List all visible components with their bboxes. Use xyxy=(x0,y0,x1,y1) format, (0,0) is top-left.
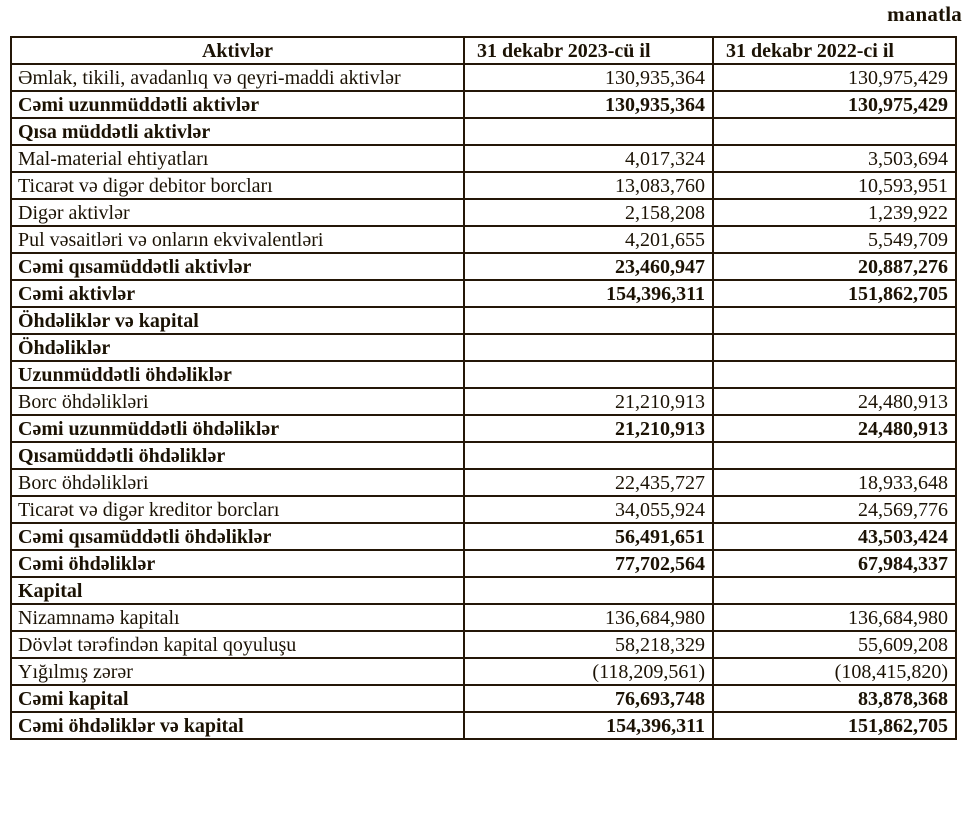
header-row xyxy=(11,37,956,64)
table-row xyxy=(11,604,956,631)
table-row xyxy=(11,361,956,388)
table-row xyxy=(11,442,956,469)
value-2023-cell: 154,396,311 xyxy=(464,280,713,307)
table-row xyxy=(11,550,956,577)
row-label-cell: Ticarət və digər kreditor borcları xyxy=(11,496,464,523)
table-row xyxy=(11,64,956,91)
value-2022-cell: 151,862,705 xyxy=(713,280,956,307)
value-2022-cell: 130,975,429 xyxy=(713,91,956,118)
value-2023-cell xyxy=(464,577,713,604)
value-2022-cell xyxy=(713,361,956,388)
row-label-cell: Qısa müddətli aktivlər xyxy=(11,118,464,145)
header-2023-column: 31 dekabr 2023-cü il xyxy=(464,37,713,64)
value-2023-cell: 2,158,208 xyxy=(464,199,713,226)
value-2022-cell: 130,975,429 xyxy=(713,64,956,91)
table-body xyxy=(11,64,956,739)
row-label-cell: Cəmi öhdəliklər xyxy=(11,550,464,577)
row-label-cell: Əmlak, tikili, avadanlıq və qeyri-maddi aktivlər xyxy=(11,64,464,91)
table-row xyxy=(11,226,956,253)
row-label-cell: Kapital xyxy=(11,577,464,604)
value-2023-cell xyxy=(464,334,713,361)
value-2022-cell xyxy=(713,577,956,604)
table-row xyxy=(11,685,956,712)
balance-sheet-table xyxy=(10,36,957,740)
table-row xyxy=(11,334,956,361)
table-header xyxy=(11,37,956,64)
currency-unit-label: manatla xyxy=(887,2,962,26)
value-2023-cell: 34,055,924 xyxy=(464,496,713,523)
value-2022-cell: 3,503,694 xyxy=(713,145,956,172)
row-label-cell: Cəmi uzunmüddətli öhdəliklər xyxy=(11,415,464,442)
table-row xyxy=(11,415,956,442)
row-label-cell: Öhdəliklər və kapital xyxy=(11,307,464,334)
table-row xyxy=(11,712,956,739)
value-2022-cell: 24,480,913 xyxy=(713,388,956,415)
table-row xyxy=(11,280,956,307)
value-2023-cell: 130,935,364 xyxy=(464,91,713,118)
row-label-cell: Cəmi uzunmüddətli aktivlər xyxy=(11,91,464,118)
table-row xyxy=(11,496,956,523)
value-2023-cell xyxy=(464,118,713,145)
value-2023-cell: 130,935,364 xyxy=(464,64,713,91)
table-row xyxy=(11,388,956,415)
value-2022-cell: 55,609,208 xyxy=(713,631,956,658)
value-2022-cell: 43,503,424 xyxy=(713,523,956,550)
value-2023-cell: 21,210,913 xyxy=(464,388,713,415)
row-label-cell: Pul vəsaitləri və onların ekvivalentləri xyxy=(11,226,464,253)
row-label-cell: Uzunmüddətli öhdəliklər xyxy=(11,361,464,388)
row-label-cell: Digər aktivlər xyxy=(11,199,464,226)
table-row xyxy=(11,577,956,604)
value-2022-cell xyxy=(713,334,956,361)
table-row xyxy=(11,91,956,118)
value-2022-cell: (108,415,820) xyxy=(713,658,956,685)
header-2022-column: 31 dekabr 2022-ci il xyxy=(713,37,956,64)
row-label-cell: Yığılmış zərər xyxy=(11,658,464,685)
value-2023-cell: 58,218,329 xyxy=(464,631,713,658)
table-row xyxy=(11,118,956,145)
table-row xyxy=(11,145,956,172)
table-row xyxy=(11,523,956,550)
value-2023-cell: 77,702,564 xyxy=(464,550,713,577)
row-label-cell: Borc öhdəlikləri xyxy=(11,388,464,415)
value-2022-cell: 10,593,951 xyxy=(713,172,956,199)
value-2022-cell: 20,887,276 xyxy=(713,253,956,280)
value-2023-cell: 76,693,748 xyxy=(464,685,713,712)
row-label-cell: Öhdəliklər xyxy=(11,334,464,361)
row-label-cell: Mal-material ehtiyatları xyxy=(11,145,464,172)
value-2022-cell: 5,549,709 xyxy=(713,226,956,253)
value-2023-cell: 56,491,651 xyxy=(464,523,713,550)
row-label-cell: Cəmi öhdəliklər və kapital xyxy=(11,712,464,739)
value-2022-cell xyxy=(713,442,956,469)
row-label-cell: Ticarət və digər debitor borcları xyxy=(11,172,464,199)
value-2022-cell: 24,569,776 xyxy=(713,496,956,523)
table-row xyxy=(11,307,956,334)
value-2023-cell: 22,435,727 xyxy=(464,469,713,496)
row-label-cell: Qısamüddətli öhdəliklər xyxy=(11,442,464,469)
row-label-cell: Cəmi aktivlər xyxy=(11,280,464,307)
table-row xyxy=(11,631,956,658)
value-2022-cell: 83,878,368 xyxy=(713,685,956,712)
value-2023-cell: (118,209,561) xyxy=(464,658,713,685)
header-assets-column: Aktivlər xyxy=(11,37,464,64)
row-label-cell: Cəmi qısamüddətli öhdəliklər xyxy=(11,523,464,550)
row-label-cell: Borc öhdəlikləri xyxy=(11,469,464,496)
row-label-cell: Cəmi kapital xyxy=(11,685,464,712)
value-2023-cell: 4,201,655 xyxy=(464,226,713,253)
table-row xyxy=(11,199,956,226)
table-row xyxy=(11,469,956,496)
value-2023-cell xyxy=(464,307,713,334)
value-2023-cell: 13,083,760 xyxy=(464,172,713,199)
table-row xyxy=(11,658,956,685)
value-2022-cell: 136,684,980 xyxy=(713,604,956,631)
value-2023-cell: 136,684,980 xyxy=(464,604,713,631)
table-row xyxy=(11,172,956,199)
value-2022-cell xyxy=(713,307,956,334)
value-2022-cell: 24,480,913 xyxy=(713,415,956,442)
table-row xyxy=(11,253,956,280)
value-2023-cell xyxy=(464,442,713,469)
value-2023-cell xyxy=(464,361,713,388)
value-2022-cell: 18,933,648 xyxy=(713,469,956,496)
value-2023-cell: 4,017,324 xyxy=(464,145,713,172)
value-2023-cell: 154,396,311 xyxy=(464,712,713,739)
value-2023-cell: 23,460,947 xyxy=(464,253,713,280)
row-label-cell: Nizamnamə kapitalı xyxy=(11,604,464,631)
value-2022-cell: 1,239,922 xyxy=(713,199,956,226)
value-2022-cell xyxy=(713,118,956,145)
row-label-cell: Cəmi qısamüddətli aktivlər xyxy=(11,253,464,280)
value-2022-cell: 151,862,705 xyxy=(713,712,956,739)
row-label-cell: Dövlət tərəfindən kapital qoyuluşu xyxy=(11,631,464,658)
value-2022-cell: 67,984,337 xyxy=(713,550,956,577)
value-2023-cell: 21,210,913 xyxy=(464,415,713,442)
